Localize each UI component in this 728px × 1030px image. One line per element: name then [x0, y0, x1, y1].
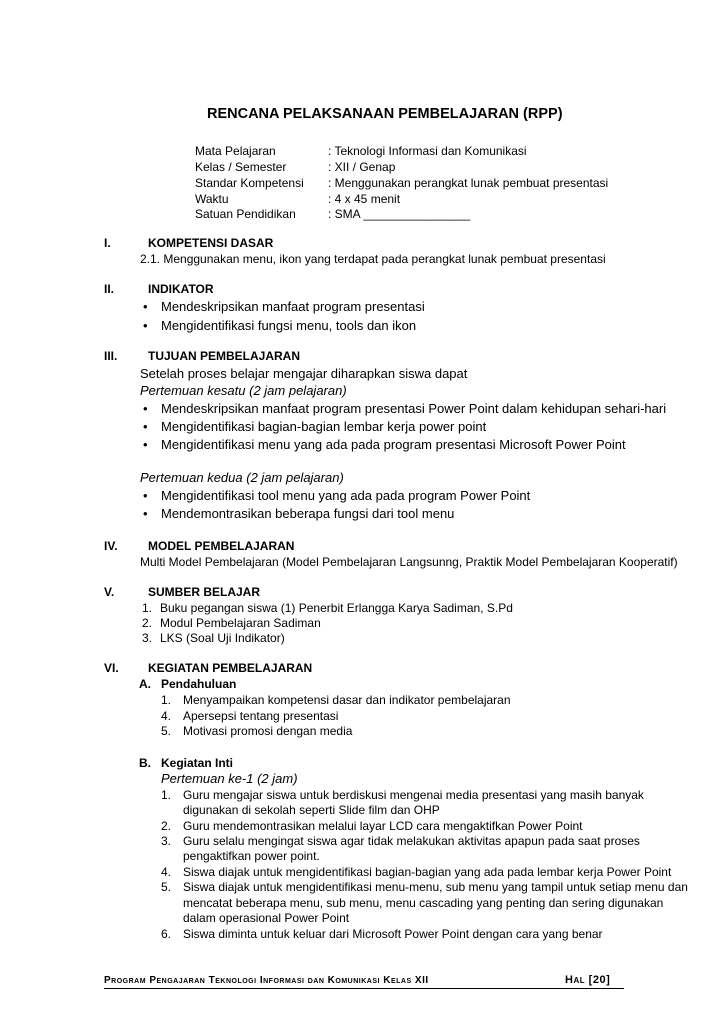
section-heading: SUMBER BELAJAR	[148, 585, 261, 599]
list-number: 2.	[142, 616, 153, 630]
list-number: 6.	[161, 927, 172, 941]
list-number: 4.	[161, 709, 172, 723]
list-item-text: Menyampaikan kompetensi dasar dan indikator pembelajaran	[183, 693, 511, 707]
section-heading: KOMPETENSI DASAR	[148, 236, 274, 250]
list-item-text: pengaktifkan power point.	[183, 849, 320, 863]
list-number: 2.	[161, 819, 172, 833]
list-item-text: mencatat beberapa menu, sub menu, menu cascading yang penting dan sering digunakan	[183, 896, 664, 910]
meeting-subheading: Pertemuan kesatu (2 jam pelajaran)	[140, 383, 347, 398]
subsection-label: B. Kegiatan Inti	[139, 756, 234, 770]
list-item-text: Mengidentifikasi bagian-bagian lembar kerja power point	[161, 419, 487, 434]
info-label: Mata Pelajaran	[195, 144, 276, 158]
footer-page-number: Hal [20]	[565, 974, 611, 986]
bullet-icon: •	[143, 488, 148, 503]
list-item-text: Buku pegangan siswa (1) Penerbit Erlangga Karya Sadiman, S.Pd	[160, 601, 513, 615]
info-value: : 4 x 45 menit	[328, 192, 401, 206]
info-value: : XII / Genap	[328, 160, 396, 174]
section-number: I.	[104, 236, 111, 250]
info-value: : Teknologi Informasi dan Komunikasi	[328, 144, 527, 158]
bullet-icon: •	[143, 401, 148, 416]
list-item-text: Apersepsi tentang presentasi	[183, 709, 339, 723]
info-value: : Menggunakan perangkat lunak pembuat presentasi	[328, 176, 609, 190]
list-item	[143, 506, 454, 522]
section-heading: KEGIATAN PEMBELAJARAN	[148, 661, 313, 675]
bullet-icon: •	[143, 506, 148, 521]
list-number: 1.	[161, 788, 172, 802]
list-number: 1.	[142, 601, 153, 615]
section-heading: MODEL PEMBELAJARAN	[148, 539, 295, 553]
list-item	[143, 401, 666, 417]
list-item	[143, 299, 425, 315]
section-text: Multi Model Pembelajaran (Model Pembelajaran Langsunng, Praktik Model Pembelajaran Kooperatif)	[140, 555, 678, 569]
section-heading: TUJUAN PEMBELAJARAN	[148, 349, 301, 363]
section-number: V.	[104, 585, 115, 599]
info-value: : SMA ________________	[328, 207, 471, 221]
list-item-text: Mengidentifikasi tool menu yang ada pada program Power Point	[161, 488, 531, 503]
list-item-text: Modul Pembelajaran Sadiman	[160, 616, 321, 630]
list-number: 3.	[161, 834, 172, 848]
info-label: Waktu	[195, 192, 229, 206]
section-heading: INDIKATOR	[148, 282, 214, 296]
list-item-text: Motivasi promosi dengan media	[183, 724, 353, 738]
bullet-icon: •	[143, 299, 148, 314]
footer-program-title: Program Pengajaran Teknologi Informasi dan Komunikasi Kelas XII	[104, 975, 429, 986]
list-item-text: Siswa diajak untuk mengidentifikasi bagian-bagian yang ada pada lembar kerja Power Point	[183, 865, 672, 879]
list-item-text: dalam operasional Power Point	[183, 911, 350, 925]
list-number: 4.	[161, 865, 172, 879]
list-item-text: Siswa diminta untuk keluar dari Microsoft Power Point dengan cara yang benar	[183, 927, 603, 941]
section-number: III.	[104, 349, 118, 363]
list-item-text: Mendemontrasikan beberapa fungsi dari tool menu	[161, 506, 455, 521]
section-number: VI.	[104, 661, 119, 675]
page-title: RENCANA PELAKSANAAN PEMBELAJARAN (RPP)	[207, 106, 563, 122]
list-item-text: Mengidentifikasi menu yang ada pada program presentasi Microsoft Power Point	[161, 437, 626, 452]
list-item-text: Mendeskripsikan manfaat program presentasi	[161, 299, 425, 314]
bullet-icon: •	[143, 437, 148, 452]
list-item-text: Guru mendemontrasikan melalui layar LCD cara mengaktifkan Power Point	[183, 819, 583, 833]
section-text: 2.1. Menggunakan menu, ikon yang terdapat pada perangkat lunak pembuat presentasi	[140, 252, 606, 266]
section-number: IV.	[104, 539, 118, 553]
footer-divider	[104, 988, 624, 989]
info-label: Standar Kompetensi	[195, 176, 304, 190]
list-number: 5.	[161, 724, 172, 738]
list-item-text: Mengidentifikasi fungsi menu, tools dan ikon	[161, 318, 417, 333]
section-text: Setelah proses belajar mengajar diharapkan siswa dapat	[140, 366, 468, 381]
list-item	[143, 488, 530, 504]
list-item-text: digunakan di sekolah seperti Slide film dan OHP	[183, 803, 440, 817]
subsection-label: A. Pendahuluan	[139, 677, 237, 691]
list-item	[143, 437, 626, 453]
list-number: 5.	[161, 880, 172, 894]
section-number: II.	[104, 282, 115, 296]
info-label: Satuan Pendidikan	[195, 207, 296, 221]
meeting-subheading: Pertemuan kedua (2 jam pelajaran)	[140, 470, 344, 485]
meeting-subheading: Pertemuan ke-1 (2 jam)	[161, 771, 298, 786]
bullet-icon: •	[143, 419, 148, 434]
list-item-text: Siswa diajak untuk mengidentifikasi menu-menu, sub menu yang tampil untuk setiap menu dan	[183, 880, 688, 894]
info-label: Kelas / Semester	[195, 160, 287, 174]
list-item-text: Guru selalu mengingat siswa agar tidak melakukan aktivitas apapun pada saat proses	[183, 834, 640, 848]
list-number: 1.	[161, 693, 172, 707]
bullet-icon: •	[143, 318, 148, 333]
list-item-text: Mendeskripsikan manfaat program presentasi Power Point dalam kehidupan sehari-hari	[161, 401, 667, 416]
list-item	[143, 318, 416, 334]
list-item-text: LKS (Soal Uji Indikator)	[160, 631, 285, 645]
list-number: 3.	[142, 631, 153, 645]
list-item	[143, 419, 486, 435]
list-item-text: Guru mengajar siswa untuk berdiskusi mengenai media presentasi yang masih banyak	[183, 788, 644, 802]
